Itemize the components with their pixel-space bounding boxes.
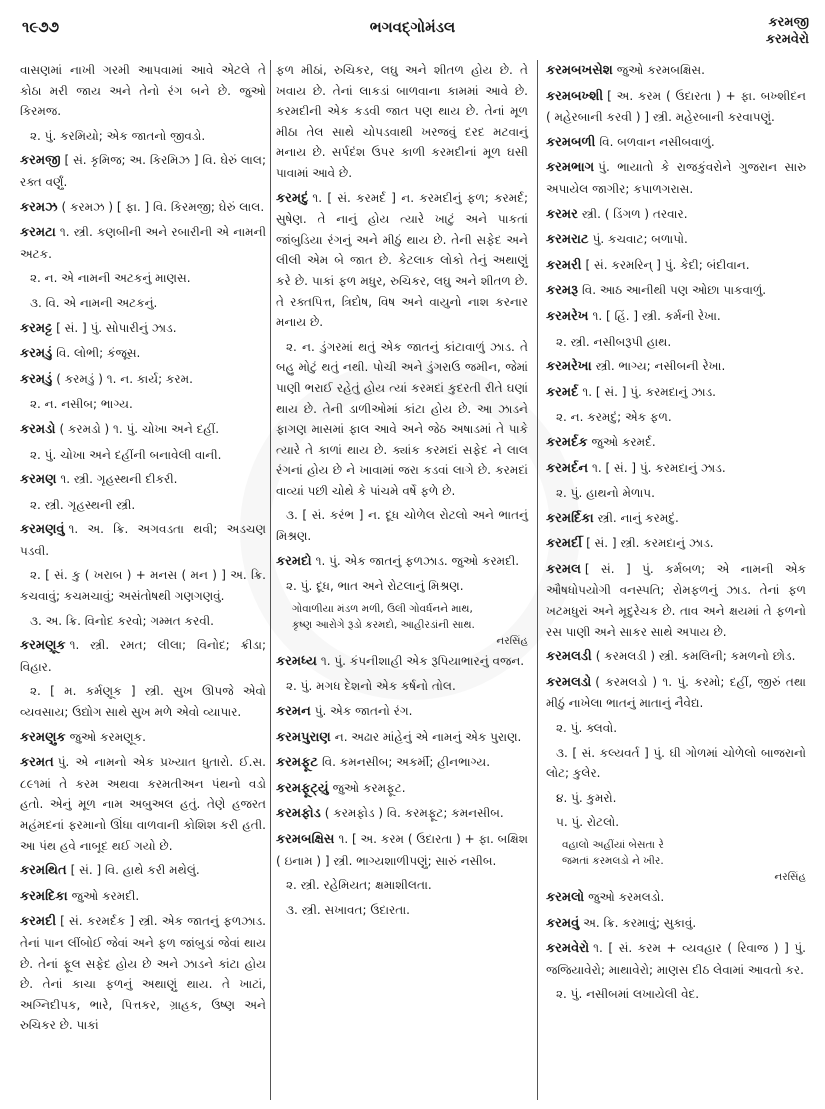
entry-sense xyxy=(276,900,528,921)
entry-sense xyxy=(20,445,266,466)
headword: કરમર xyxy=(546,206,578,222)
definition: વિ. કમનસીબ; અકર્મી; હીનભાગ્ય. xyxy=(321,755,491,770)
definition: જુઓ કરમદી. xyxy=(71,888,140,903)
definition: ( કરમફોડ ) વિ. કરમફૂટ; કમનસીબ. xyxy=(324,806,504,821)
headword: કરમલ xyxy=(546,561,581,577)
dictionary-entry xyxy=(20,519,266,561)
entry-sense xyxy=(546,984,806,1005)
entry-sense xyxy=(276,676,528,697)
definition: ( કરમડો ) ૧. પું. ચોખા અને દહીં. xyxy=(59,421,220,436)
dictionary-entry xyxy=(276,778,528,800)
headword: કરમર્દક xyxy=(546,434,588,450)
definition: ફળ મીઠાં, રુચિકર, લઘુ અને શીતળ હોય છે. તે ખવાય છે. તેનાં લાકડાં બાળવાના કામમાં આવે છે. કરમદીની એક કડવી જાત પણ થાય છે. તેનાં મૂળ મીઠા તેલ સાથે ચોપડવાથી ખરજવું દરદ મટવાનું મનાય છે. સર્પદંશ ઉપર કાળી કરમદીનાં મૂળ ઘસી પાવામાં આવે છે. xyxy=(276,63,528,180)
headword: કરમર્દ xyxy=(546,384,579,400)
definition: ૧. પું. કંપનીશાહી એક રૂપિયાભારનું વજન. xyxy=(320,653,525,668)
definition: પું. કચવાટ; બળાપો. xyxy=(592,232,688,247)
dictionary-entry xyxy=(276,752,528,774)
dictionary-entry xyxy=(20,469,266,491)
headword: કરમદો xyxy=(276,553,312,569)
entry-sense xyxy=(20,268,266,289)
definition: ૧. [ સં. કરમ + વ્યવહાર ( રિવાજ ) ] પું. જજિયાવેરો; માથાવેરો; માણસ દીઠ લેવામાં આવતો કર. xyxy=(546,941,806,977)
column-2 xyxy=(276,60,528,924)
definition: ૨. સ્ત્રી. નસીબરૂપી હાથ. xyxy=(556,334,672,349)
definition: અ. ક્રિ. કરમાવું; સુકાવું. xyxy=(583,915,697,930)
definition: ન. અઢાર માંહેનું એ નામનું એક પુરાણ. xyxy=(334,729,522,744)
definition: ૧. સ્ત્રી. કણબીની અને રબારીની એ નામની અટક. xyxy=(20,225,266,261)
definition: ૧. [ સં. ] પું. કરમદાનું ઝાડ. xyxy=(592,460,726,475)
dictionary-entry xyxy=(546,887,806,909)
definition: પું. એક જાતનો રંગ. xyxy=(314,704,413,719)
quote-line: વહાલો અહીંયાં બેસતા રે xyxy=(562,839,664,851)
dictionary-entry xyxy=(546,672,806,714)
entry-sense xyxy=(546,788,806,809)
headword: કરમર્દિકા xyxy=(546,510,594,526)
definition: ૩. સ્ત્રી. સખાવત; ઉદારતા. xyxy=(286,902,410,917)
definition: ૩. અ. ક્રિ. વિનોદ કરવો; ગમ્મત કરવી. xyxy=(30,613,214,628)
definition: ( કરમડું ) ૧. ન. કાર્ય; કરમ. xyxy=(56,371,193,386)
dictionary-entry xyxy=(546,157,806,199)
dictionary-entry xyxy=(20,318,266,340)
headword: કરમણૂક xyxy=(20,638,66,654)
dictionary-entry xyxy=(20,752,266,856)
dictionary-entry xyxy=(20,369,266,391)
definition: ૧. પું. એક જાતનું ફળઝાડ. જુઓ કરમદી. xyxy=(315,553,520,568)
definition: ૨. [ મ. કર્મણૂક ] સ્ત્રી. સુખ ઊપજે એવો વ્યવસાય; ઉદ્યોગ સાથે સુખ મળે એવો વ્યાપાર. xyxy=(20,684,266,720)
quote-author: નરસિંહ xyxy=(496,634,528,647)
definition: [ અ. કરમ ( ઉદારતા ) + ફા. બખ્શીદન ( મહેરબાની કરવી ) ] સ્ત્રી. મહેરબાની કરવાપણું. xyxy=(546,88,806,125)
running-title: ભગવદ્ગોમંડલ xyxy=(369,18,456,36)
definition: ૨. પું. ચોખા અને દહીંની બનાવેલી વાની. xyxy=(30,447,222,462)
headword: કરમપુરાણ xyxy=(276,729,331,745)
dictionary-entry xyxy=(546,508,806,530)
entry-sense xyxy=(20,60,266,122)
dictionary-entry xyxy=(546,646,806,668)
dictionary-entry xyxy=(276,701,528,723)
headword: કરમર્દી xyxy=(546,536,583,552)
headword: કરમણ xyxy=(20,472,57,488)
page-header xyxy=(0,10,825,50)
headword: કરમટા xyxy=(20,225,56,241)
definition: ( કરમલડી ) સ્ત્રી. કમલિની; કમળનો છોડ. xyxy=(595,649,796,664)
entry-sense xyxy=(20,565,266,606)
headword: કરમડું xyxy=(20,346,53,362)
column-3 xyxy=(546,60,806,1009)
entry-sense xyxy=(276,60,528,184)
definition: [ સં. કૃમિજ; અ. કિરમિઝ ] વિ. ઘેરું લાલ; રક્ત વર્ણું. xyxy=(20,153,266,189)
definition: ૨. ન. ડુંગરમાં થતું એક જાતનું કાંટાવાળું ઝાડ. તે બહુ મોટું થતું નથી. પોચી અને ડુંગરાઉ જમીન, જેમાં પાણી ભરાઈ રહેતું હોય ત્યાં કરમદાં કુદરતી રીતે ઘણાં થાય છે. તેની ડાળીઓમાં કાંટા હોય છે. આ ઝાડને ફાગણ માસમાં ફાલ આવે અને જેઠ અષાડમાં તે પાકે ત્યારે તે કાળાં થાય છે. ક્યાંક કરમદાં સફેદ ને લાલ રંગનાં હોય છે ને ખાવામાં જરા કડવાં લાગે છે. કરમદાં વાવ્યાં પછી ચોથે કે પાંચમે વર્ષે ફળે છે. xyxy=(276,339,528,498)
entry-sense xyxy=(276,505,528,546)
dictionary-entry xyxy=(20,635,266,677)
dictionary-entry xyxy=(546,356,806,378)
dictionary-entry xyxy=(276,651,528,673)
definition: [ સં. કરમરિન્ ] પું. કેદી; બંદીવાન. xyxy=(585,257,750,272)
definition: ૨. ન. એ નામની અટકનું માણસ. xyxy=(30,271,191,286)
definition: જુઓ કરમણૂક. xyxy=(69,729,146,744)
quotation xyxy=(276,601,528,649)
entry-sense xyxy=(20,293,266,314)
definition: ૨. ન. કરમદું; એક ફળ. xyxy=(556,410,672,425)
definition: ૨. સ્ત્રી. ગૃહસ્થની સ્ત્રી. xyxy=(30,497,136,512)
dictionary-entry xyxy=(546,559,806,642)
headword: કરમડું xyxy=(20,371,53,387)
definition: ૧. અ. ક્રિ. અગવડતા થવી; અડચણ પડવી. xyxy=(20,522,266,558)
quote-line: ગોવાળીયા મંડળ મળી, ઉલી ગોવર્ધનને માથ, xyxy=(292,602,473,615)
dictionary-entry xyxy=(546,913,806,935)
definition: [ સં. ] પું. સોપારીનું ઝાડ. xyxy=(56,320,177,335)
definition: ૪. પું. કુમરો. xyxy=(556,790,617,805)
quote-author: નરસિંહ xyxy=(774,871,806,883)
headword: કરમરાટ xyxy=(546,232,589,248)
headword: કરમદિકા xyxy=(20,888,68,904)
headword: કરમરેખ xyxy=(546,308,589,324)
dictionary-entry xyxy=(546,132,806,154)
dictionary-entry xyxy=(20,343,266,365)
definition: સ્ત્રી. ભાગ્ય; નસીબની રેખા. xyxy=(595,359,726,374)
entry-sense xyxy=(20,611,266,632)
definition: ૧. [ હિં. ] સ્ત્રી. કર્મની રેખા. xyxy=(592,308,721,323)
guide-word-first: કરમજી xyxy=(768,15,809,30)
entry-sense xyxy=(546,718,806,739)
dictionary-entry xyxy=(546,204,806,226)
dictionary-entry xyxy=(276,551,528,573)
headword: કરમઝ xyxy=(20,199,58,215)
dictionary-entry xyxy=(546,458,806,480)
definition: સ્ત્રી. નાનું કરમદું. xyxy=(597,510,679,525)
entry-sense xyxy=(20,394,266,415)
dictionary-entry xyxy=(546,382,806,404)
headword: કરમધ્ય xyxy=(276,653,317,669)
definition: જુઓ કરમબક્ષિસ. xyxy=(616,63,705,77)
headword: કરમફૂટ્યું xyxy=(276,780,329,796)
column-1 xyxy=(20,60,266,1040)
dictionary-entry xyxy=(20,911,266,1036)
dictionary-entry xyxy=(546,86,806,128)
headword: કરમથિત xyxy=(20,863,67,879)
definition: ૨. સ્ત્રી. રહેમિયત; ક્ષમાશીલતા. xyxy=(286,878,432,893)
headword: કરમન xyxy=(276,704,311,720)
dictionary-entry xyxy=(546,60,806,82)
definition: ૨. પું. નસીબમાં લખાયેલી વેદ. xyxy=(556,987,700,1002)
headword: કરમભાગ xyxy=(546,160,595,176)
column-divider xyxy=(537,60,538,1100)
entry-sense xyxy=(546,483,806,504)
definition: ૩. [ સં. કલ્યવર્ત ] પું. ઘી ગોળમાં ચોળેલો બાજરાનો લોટ; કુલેર. xyxy=(546,745,806,781)
headword: કરમદું xyxy=(276,190,309,206)
dictionary-entry xyxy=(276,829,528,871)
guide-word-last: કરમવેરો xyxy=(765,32,809,47)
definition: વિ. આઠ આનીથી પણ ઓછા પાકવાળું. xyxy=(582,283,767,298)
quotation xyxy=(546,837,806,885)
dictionary-entry xyxy=(276,188,528,333)
dictionary-entry xyxy=(20,419,266,441)
definition: ૫. પું. રોટલો. xyxy=(556,815,620,830)
dictionary-entry xyxy=(546,255,806,277)
definition: ૨. પું. મગધ દેશનો એક કર્ષનો તોલ. xyxy=(286,679,456,694)
definition: પું. એ નામનો એક પ્રખ્યાત ધુતારો. ઈ.સ. ૮૯૧માં તે કરમ અથવા કરમતીઅન પંથનો વડો હતો. એનું મૂળ નામ અબુઅલ હતું. તેણે હજરત મહંમદનાં ફરમાનો ઊંધા વાળવાની કોશિશ કરી હતી. આ પંથ હવે નાબૂદ થઈ ગયો છે. xyxy=(20,755,266,853)
dictionary-entry xyxy=(20,197,266,219)
headword: કરમર્દન xyxy=(546,460,589,476)
dictionary-entry xyxy=(546,533,806,555)
entry-sense xyxy=(276,875,528,896)
definition: ૧. સ્ત્રી. ગૃહસ્થની દીકરી. xyxy=(60,472,178,487)
definition: [ સં. ] પું. કર્મબળ; એ નામની એક ઔષધોપયોગી વનસ્પતિ; રોમફળનું ઝાડ. તેનાં ફળ ખટમધુરાં અને મૃદુરેચક છે. તાવ અને ક્ષયમાં તે ફળનો રસ પાણી અને સાકર સાથે અપાય છે. xyxy=(546,561,806,639)
definition: ૨. પું. હાથનો મેળાપ. xyxy=(556,486,655,501)
definition: ૨. ન. નસીબ; ભાગ્ય. xyxy=(30,397,133,412)
headword: કરમલડી xyxy=(546,649,592,665)
definition: સ્ત્રી. ( ડિંગળ ) તરવાર. xyxy=(581,206,688,221)
dictionary-entry xyxy=(276,803,528,825)
dictionary-entry xyxy=(20,222,266,264)
dictionary-entry xyxy=(20,860,266,882)
definition: ૧. [ અ. કરમ ( ઉદારતા ) + ફા. બક્ષિશ ( ઇનામ ) ] સ્ત્રી. ભાગ્યશાળીપણું; સારું નસીબ. xyxy=(276,832,528,868)
definition: વાસણમાં નાખી ગરમી આપવામાં આવે એટલે તે કોઠા મરી જાય અને તેનો રંગ બને છે. જુઓ કિરમજ. xyxy=(20,63,266,119)
headword: કરમણવું xyxy=(20,522,65,538)
definition: [ સં. કરમર્દક ] સ્ત્રી. એક જાતનું ફળઝાડ. તેનાં પાન લીંબોઈ જેવાં અને ફળ જાંબુડાં જેવાં થાય છે. તેનાં ફૂલ સફેદ હોય છે અને ઝાડને કાંટા હોય છે. તેનાં કાચા ફળનું અથાણું થાય. તે ખાટાં, અગ્નિદીપક, ભારે, પિત્તકર, ગ્રાહક, ઉષ્ણ અને રુચિકર છે. પાકાં xyxy=(20,914,266,1033)
dictionary-entry xyxy=(20,727,266,749)
headword: કરમણુક xyxy=(20,729,66,745)
headword: કરમલો xyxy=(546,890,585,905)
dictionary-entry xyxy=(20,886,266,908)
entry-sense xyxy=(20,126,266,147)
definition: [ સં. ] વિ. હાથે કરી મથેલું. xyxy=(70,863,200,878)
headword: કરમરી xyxy=(546,257,582,273)
definition: [ સં. ] સ્ત્રી. કરમદાનું ઝાડ. xyxy=(586,536,714,551)
definition: ૧. [ સં. કરમર્દ ] ન. કરમદીનું ફળ; કરમર્દ; સુષેણ. તે નાનું હોય ત્યારે ખાટું અને પાકતાં જાંબુડિયા રંગનું અને મીઠું થાય છે. તેની સફેદ અને લીલી એમ બે જાત છે. કેટલાક લોકો તેનું અથાણું કરે છે. પાકાં ફળ મધુર, રુચિકર, લઘુ અને શીતળ છે. તે રક્તપિત્ત, ત્રિદોષ, વિષ અને વાયુનો નાશ કરનાર મનાય છે. xyxy=(276,190,528,330)
definition: વિ. લોભી; કંજૂસ. xyxy=(56,346,141,361)
definition: જુઓ કરમલડો. xyxy=(588,890,665,904)
headword: કરમરેખા xyxy=(546,359,592,375)
headword: કરમફૂટ xyxy=(276,755,318,771)
headword: કરમજી xyxy=(20,153,61,169)
entry-sense xyxy=(276,576,528,597)
headword: કરમફોડ xyxy=(276,806,321,822)
definition: ૨. પું. કરમિયો; એક જાતનો જીવડો. xyxy=(30,128,206,143)
definition: જુઓ કરમર્દ. xyxy=(591,434,656,449)
quote-line: જમતાં કરમલડો ને ખીર. xyxy=(562,855,664,867)
definition: ( કરમલડો ) ૧. પું. કરમો; દહીં, જીરું તથા મીઠું નાખેલા ભાતનું માતાનું નૈવેદ્ય. xyxy=(546,674,806,711)
dictionary-entry xyxy=(546,229,806,251)
entry-sense xyxy=(546,407,806,428)
headword: કરમદી xyxy=(20,914,57,930)
headword: કરમટ્ટ xyxy=(20,320,53,336)
dictionary-entry xyxy=(546,938,806,980)
entry-sense xyxy=(546,812,806,833)
quote-line: કૃષ્ણ આરોગે રૂડો કરમદો, આહીરડાંની સાથ. xyxy=(292,618,475,631)
page-number: ૧૯૭૭ xyxy=(22,18,60,36)
dictionary-entry xyxy=(276,727,528,749)
entry-sense xyxy=(546,743,806,784)
definition: ૩. [ સં. કરંભ ] ન. દૂધ ચોળેલ રોટલો અને ભાતનું મિશ્રણ. xyxy=(276,508,528,544)
entry-sense xyxy=(20,495,266,516)
headword: કરમવું xyxy=(546,915,580,931)
definition: જુઓ કરમફૂટ. xyxy=(332,780,406,795)
entry-sense xyxy=(546,332,806,353)
definition: ૧. સ્ત્રી. રમત; લીલા; વિનોદ; ક્રીડા; વિહાર. xyxy=(20,638,266,674)
dictionary-entry xyxy=(20,150,266,192)
headword: કરમબખસેશ xyxy=(546,63,613,78)
headword: કરમવેરો xyxy=(546,941,590,957)
dictionary-entry xyxy=(546,306,806,328)
headword: કરમત xyxy=(20,755,54,771)
definition: પું. ભાયાતો કે રાજકુંવરોને ગુજરાન સારુ અપાયેલ જાગીર; કપાળગરાસ. xyxy=(546,160,806,196)
headword: કરમબળી xyxy=(546,134,596,150)
definition: ૧. [ સં. ] પું. કરમદાનું ઝાડ. xyxy=(582,384,716,399)
definition: વિ. બળવાન નસીબવાળું. xyxy=(599,134,715,149)
dictionary-entry xyxy=(546,280,806,302)
headword: કરમડો xyxy=(20,421,56,437)
definition: ૨. પું. દૂધ, ભાત અને રોટલાનું મિશ્રણ. xyxy=(286,579,464,594)
headword: કરમબક્ષિસ xyxy=(276,832,335,847)
definition: ૨. પું. ક્લવો. xyxy=(556,721,618,736)
column-divider xyxy=(270,60,271,1100)
entry-sense xyxy=(20,681,266,722)
dictionary-entry xyxy=(546,432,806,454)
entry-sense xyxy=(276,337,528,502)
guide-words xyxy=(766,14,809,48)
headword: કરમલડો xyxy=(546,674,592,690)
headword: કરમરૂ xyxy=(546,283,578,299)
definition: ૨. [ સં. કુ ( ખરાબ ) + મનસ ( મન ) ] અ. ક્રિ. કચવાવું; કચમચાવું; અસંતોષથી ગણગણવું. xyxy=(20,568,266,604)
headword: કરમબખ્શી xyxy=(546,88,604,104)
definition: ( કરમઝ ) [ ફા. ] વિ. કિરમજી; ઘેરું લાલ. xyxy=(61,199,265,214)
definition: ૩. વિ. એ નામની અટકનું. xyxy=(30,295,158,310)
